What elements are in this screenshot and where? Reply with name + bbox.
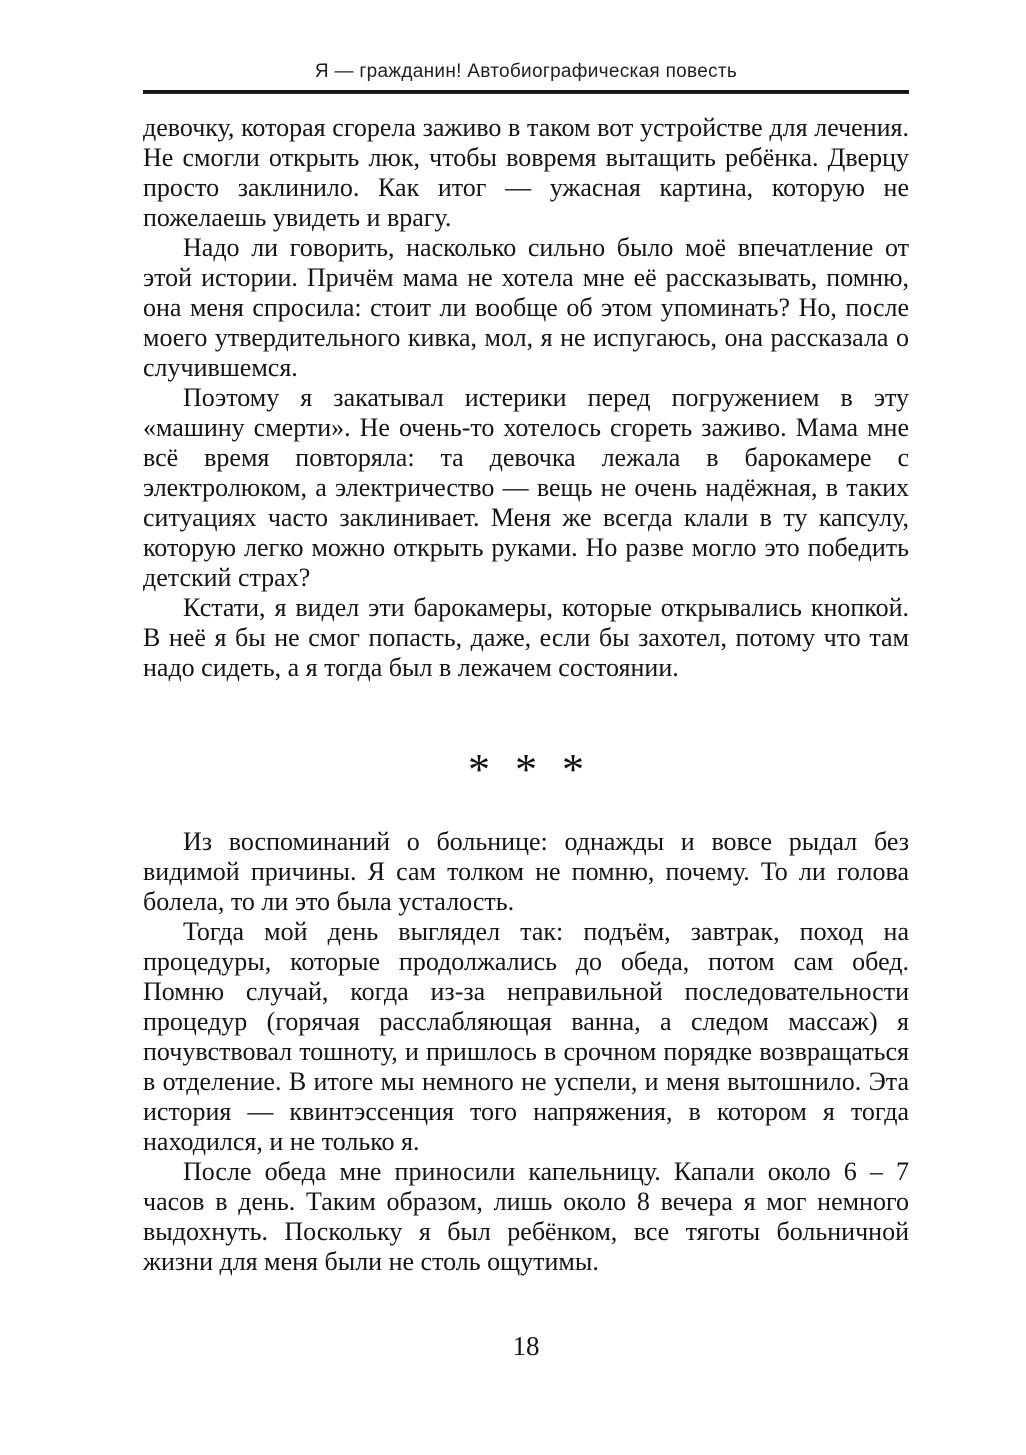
text-section-before-separator (143, 113, 909, 683)
header-rule (143, 90, 909, 94)
paragraph: Надо ли говорить, насколько сильно было моё впечатление от этой истории. Причём мама не хотела мне её рассказывать, помню, она меня спросила: стоит ли вообще об этом упоминать? Но, после моего утвердительного кивка, мол, я не испугаюсь, она рассказала о случившемся. (143, 233, 909, 382)
text-section-after-separator (143, 827, 909, 1277)
running-header (143, 60, 909, 94)
page-number: 18 (512, 1331, 540, 1361)
paragraph: Кстати, я видел эти барокамеры, которые открывались кнопкой. В неё я бы не смог попасть, даже, если бы захотел, потому что там надо сидеть, а я тогда был в лежачем состоянии. (143, 593, 909, 682)
section-separator: * * * (468, 745, 584, 794)
paragraph: После обеда мне приносили капельницу. Капали около 6 – 7 часов в день. Таким образом, лишь около 8 вечера я мог немного выдохнуть. Поскольку я был ребёнком, все тяготы больничной жизни для меня были не столь ощутимы. (143, 1157, 909, 1276)
paragraph: Поэтому я закатывал истерики перед погружением в эту «машину смерти». Не очень-то хотелось сгореть заживо. Мама мне всё время повторяла: та девочка лежала в барокамере с электролюком, а электричество — вещь не очень надёжная, в таких ситуациях часто заклинивает. Меня же всегда клали в ту капсулу, которую легко можно открыть руками. Но разве могло это победить детский страх? (143, 383, 909, 592)
running-header-title: Я — гражданин! Автобиографическая повесть (314, 61, 738, 82)
paragraph-continued: девочку, которая сгорела заживо в таком вот устройстве для лечения. Не смогли открыть люк, чтобы вовремя вытащить ребёнка. Дверцу просто заклинило. Как итог — ужасная картина, которую не пожелаешь увидеть и врагу. (143, 113, 909, 232)
paragraph: Тогда мой день выглядел так: подъём, завтрак, поход на процедуры, которые продолжались до обеда, потом сам обед. Помню случай, когда из-за неправильной последовательности процедур (горячая расслабляющая ванна, а следом массаж) я почувствовал тошноту, и пришлось в срочном порядке возвращаться в отделение. В итоге мы немного не успели, и меня вытошнило. Эта история — квинтэссенция того напряжения, в котором я тогда находился, и не только я. (143, 917, 909, 1156)
paragraph: Из воспоминаний о больнице: однажды и вовсе рыдал без видимой причины. Я сам толком не помню, почему. То ли голова болела, то ли это была усталость. (143, 827, 909, 916)
